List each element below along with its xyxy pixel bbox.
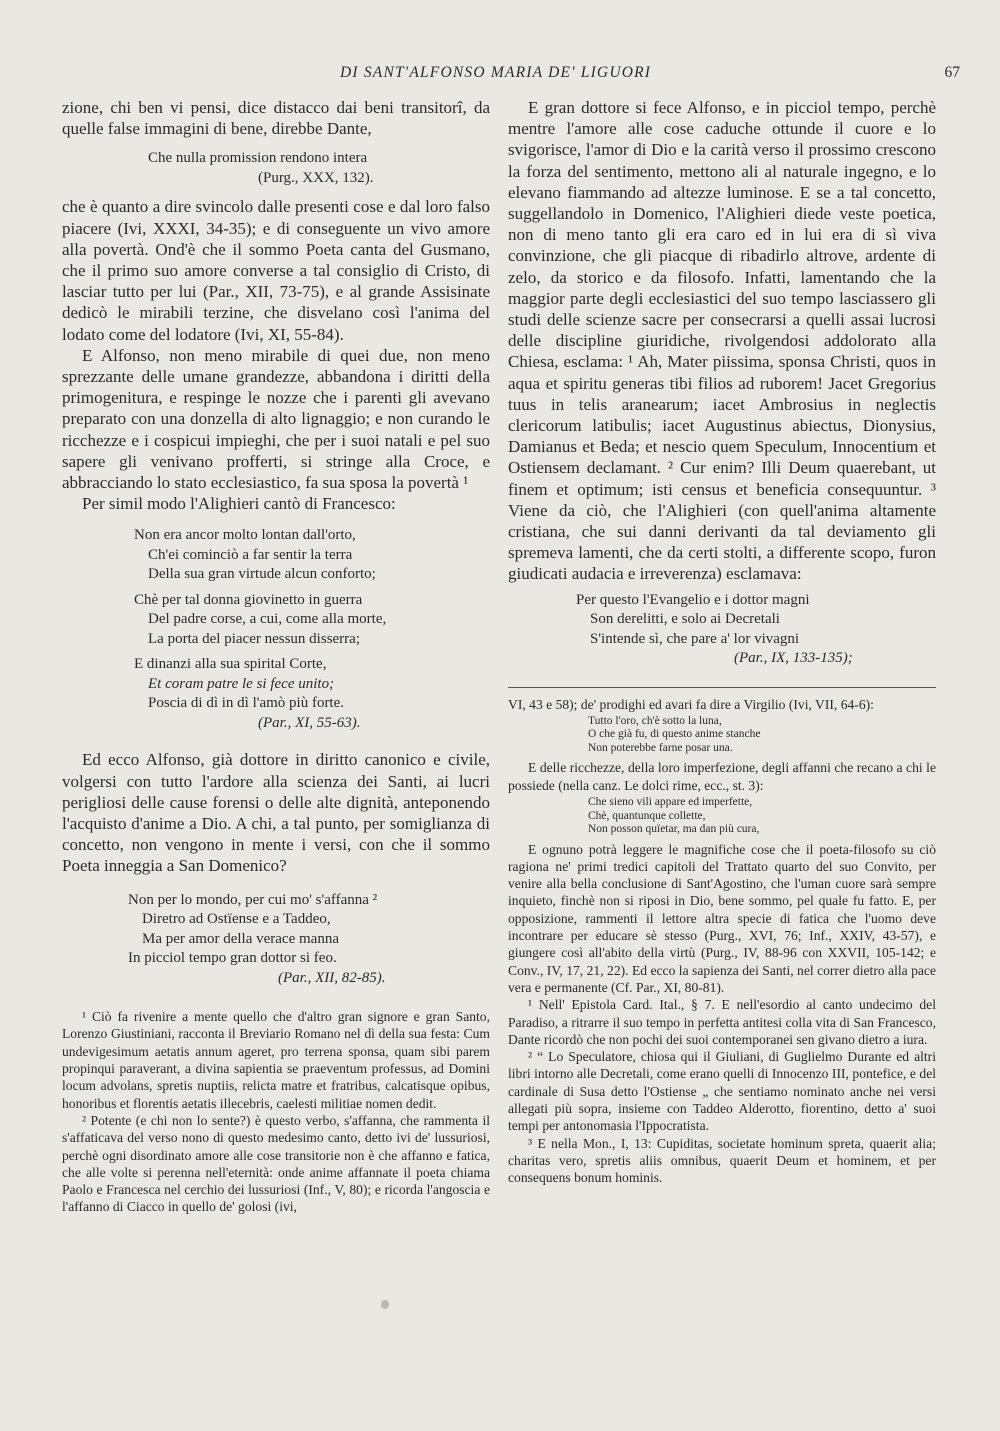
verse-line: Non posson quïetar, ma dan più cura, <box>588 823 760 836</box>
footnote-divider <box>508 687 936 688</box>
verse-line: O che già fu, di questo anime stanche <box>588 728 761 741</box>
verse-quote <box>134 526 490 733</box>
footnote-continuation: E delle ricchezze, della loro imperfezione, degli affanni che recano a chi le possiede (nella canz. Le dolci rime, ecc., st. 3): <box>508 760 936 793</box>
verse-quote <box>148 149 490 188</box>
page-header <box>0 64 1000 88</box>
verse-line: Chè per tal donna giovinetto in guerra <box>134 591 363 608</box>
verse-reference: (Purg., XXX, 132). <box>258 169 374 186</box>
verse-line: Del padre corse, a cui, come alla morte, <box>148 611 387 628</box>
paragraph: zione, chi ben vi pensi, dice distacco dai beni transitorî, da quelle false immagini di bene, direbbe Dante, <box>62 98 490 139</box>
footnote-continuation: E ognuno potrà leggere le magnifiche cose che il poeta-filosofo su ciò ragiona ne' primi tredici capitoli del Trattato quarto del suo Convito, per venire alla bella conclusione di Sant'Agostino, che l'uman cuore sarà sempre inquieto, finchè non si riposi in Dio, bene sommo, pel quale fu fatto. E, per opposizione, rammenti il lettore altra specie di fatica che l'uomo deve incontrare per educare sè stesso (Purg., XVI, 76; Inf., XXIV, 43-57), e giungere così all'abito della virtù (Purg., IV, 88-96 con XXVII, 105-142; e Conv., IV, 17, 21, 22). Ed ecco la sapienza dei Santi, nel correr dietro alla pace vera e permanente (Cf. Par., XI, 80-81). <box>508 841 936 995</box>
paragraph: E Alfonso, non meno mirabile di quei due, non meno sprezzante delle umane grandezze, abbandona i diritti della primogenitura, e respinge le nozze che i parenti gli avevano preparato con una donzella di alto lignaggio; e non curando le ricchezze e i cospicui impieghi, che per i suoi natali e pel suo sapere gli venivano profferti, si stringe alla Croce, e abbracciando lo stato ecclesiastico, fa sua sposa la povertà ¹ <box>62 345 490 493</box>
paragraph: E gran dottore si fece Alfonso, e in picciol tempo, perchè mentre l'amore alle cose caduche ottunde il cuore e lo svigorisce, l'amor di Dio e la carità verso il prossimo crescono la forza del sentimento, mettono ali al naturale ingegno, e lo elevano fiammando ad altezze luminose. E se a tal concetto, suggellandolo in Domenico, l'Alighieri diede veste poetica, non di meno tanto gli era caro ed in lui era di sì viva convinzione, che gli piacque di ribadirlo altrove, ardente di zelo, da storico e da filosofo. Infatti, lamentando che la maggior parte degli ecclesiastici del suo tempo lasciassero gli studi delle scienze sacre per consecrarsi a quelli assai lucrosi delle discipline giuridiche, rivolgendosi addolorato alla Chiesa, esclama: ¹ Ah, Mater piissima, sponsa Christi, quos in aqua et spiritu generas tibi filios ad ruborem! Jacet Gregorius tuus in telis aranearum; iacet Ambrosius in neglectis clericorum latibulis; iacet Augustinus abiectus, Dionysius, Damianus et Beda; et nescio quem Speculum, Innocentium et Ostiensem declamant. ² Cur enim? Illi Deum quaerebant, ut finem et optimum; isti census et beneficia consequuntur. ³ Viene da ciò, che l'Alighieri (con quell'anima altamente cristiana, che sui danni derivanti da tal deviamento gli spremeva lamenti, che da certi stolti, a differente scopo, furon giudicati audacia e irreverenza) esclamava: <box>508 98 936 584</box>
verse-line: Ch'ei cominciò a far sentir la terra <box>148 546 353 563</box>
verse-line: Non poterebbe farne posar una. <box>588 741 733 754</box>
verse-quote <box>576 591 936 669</box>
paragraph: che è quanto a dire svincolo dalle presenti cose e dal loro falso piacere (Ivi, XXXI, 34-35); e di conseguente un vivo amore alla povertà. Ond'è che il sommo Poeta canta del Gusmano, che il primo suo amore converse a tal consiglio di Cristo, di lasciar tutto per lui (Par., XII, 73-75), e al grande Assisinate dedicò le mirabili terzine, che disvelano così l'anima del lodato come del lodatore (Ivi, XI, 55-84). <box>62 197 490 344</box>
footnote: ³ E nella Mon., I, 13: Cupiditas, societate hominum spreta, quaerit alia; charitas vero, spretis aliis omnibus, quaerit Deum et hominem, et per consequens bonum hominis. <box>508 1135 936 1186</box>
verse-reference: (Par., XI, 55-63). <box>258 714 361 731</box>
verse-line: Per questo l'Evangelio e i dottor magni <box>576 591 810 608</box>
footnote: ¹ Ciò fa rivenire a mente quello che d'altro gran signore e gran Santo, Lorenzo Giustiniani, racconta il Breviario Romano nel dì della sua festa: Cum undevigesimum aetatis annum ageret, pro terrena sponsa, quam sibi parem propinqui paraverant, a divina sapientia se praeventum professus, ad Domini locum advolans, spretis nuptiis, relicta matre et fratribus, calcatisque opibus, honoribus et florentis aetatis illecebris, caelesti militiae nomen dedit. <box>62 1009 490 1111</box>
verse-line: Son derelitti, e solo ai Decretali <box>590 611 780 628</box>
footnote: ² “ Lo Speculatore, chiosa qui il Giuliani, di Guglielmo Durante ed altri libri intorno alle Decretali, come erano quelli di Innocenzo III, pontefice, e del cardinale di Susa detto l'Ostiense „ che sentiamo nominato anche nei versi allegati più sopra, insieme con Taddeo Alderotto, fiorentino, detto a' suoi tempi per antonomasia l'Ippocratista. <box>508 1049 936 1134</box>
page-number: 67 <box>944 64 960 81</box>
verse-line: Non per lo mondo, per cui mo' s'affanna ² <box>128 891 378 908</box>
verse-quote <box>128 891 490 989</box>
verse-line: Et coram patre le si fece unito; <box>148 675 335 692</box>
verse-line: Poscia di dì in dì l'amò più forte. <box>148 695 345 712</box>
footnote-continuation: VI, 43 e 58); de' prodighi ed avari fa dire a Virgilio (Ivi, VII, 64-6): <box>508 696 874 712</box>
footnote: ² Potente (e chi non lo sente?) è questo verbo, s'affanna, che rammenta il s'affaticava del verso nono di questo medesimo canto, detto ivi de' lussuriosi, perchè ogni disordinato amore alle cose transitorie non è che affanno e fatica, che alle volte si perenna nell'eternità: onde anime affannate il poeta chiama Paolo e Francesca nel cerchio dei lussuriosi (Inf., V, 80); e ricorda l'angoscia e l'affanno di Ciacco in quello de' golosi (ivi, <box>62 1112 490 1215</box>
verse-line: Che sieno vili appare ed imperfette, <box>588 796 753 809</box>
verse-line: Diretro ad Ostïense e a Taddeo, <box>142 911 331 928</box>
verse-line: S'intende sì, che pare a' lor vivagni <box>590 630 800 647</box>
verse-line: La porta del piacer nessun disserra; <box>148 630 360 647</box>
verse-reference: (Par., XII, 82-85). <box>278 969 386 986</box>
running-title: DI SANT'ALFONSO MARIA DE' LIGUORI <box>340 64 652 81</box>
verse-line: E dinanzi alla sua spirital Corte, <box>134 656 327 673</box>
right-column <box>508 97 936 1187</box>
verse-line: Chè, quantunque collette, <box>588 809 706 822</box>
verse-line: Della sua gran virtude alcun conforto; <box>148 566 376 583</box>
verse-line: Non era ancor molto lontan dall'orto, <box>134 527 356 544</box>
paragraph: Ed ecco Alfonso, già dottore in diritto canonico e civile, volgersi con tutto l'ardore alla scienza dei Santi, ai lucri perigliosi delle cause forensi o delle alte dignità, anteponendo l'acquisto d'anime a Dio. A chi, a tal punto, per somiglianza di concetto, non vengono in mente i versi, con che il sommo Poeta inneggia a San Domenico? <box>62 750 490 876</box>
left-column <box>62 97 490 1216</box>
paragraph: Per simil modo l'Alighieri cantò di Francesco: <box>82 494 396 514</box>
verse-line: Che nulla promission rendono intera <box>148 150 368 167</box>
verse-line: In picciol tempo gran dottor si feo. <box>128 950 337 967</box>
footnote: ¹ Nell' Epistola Card. Ital., § 7. E nell'esordio al canto undecimo del Paradiso, a ritrarre il suo tempo in perfetta antitesi colla vita di San Francesco, Dante ricordò che non pochi dei suoi contemporanei sen givano dietro a iura. <box>508 997 936 1047</box>
verse-line: Ma per amor della verace manna <box>142 930 339 947</box>
verse-line: Tutto l'oro, ch'è sotto la luna, <box>588 714 722 727</box>
footnote-verse <box>588 715 936 756</box>
paper-spot <box>381 1300 389 1309</box>
verse-reference: (Par., IX, 133-135); <box>734 650 853 667</box>
footnote-verse <box>588 796 936 837</box>
